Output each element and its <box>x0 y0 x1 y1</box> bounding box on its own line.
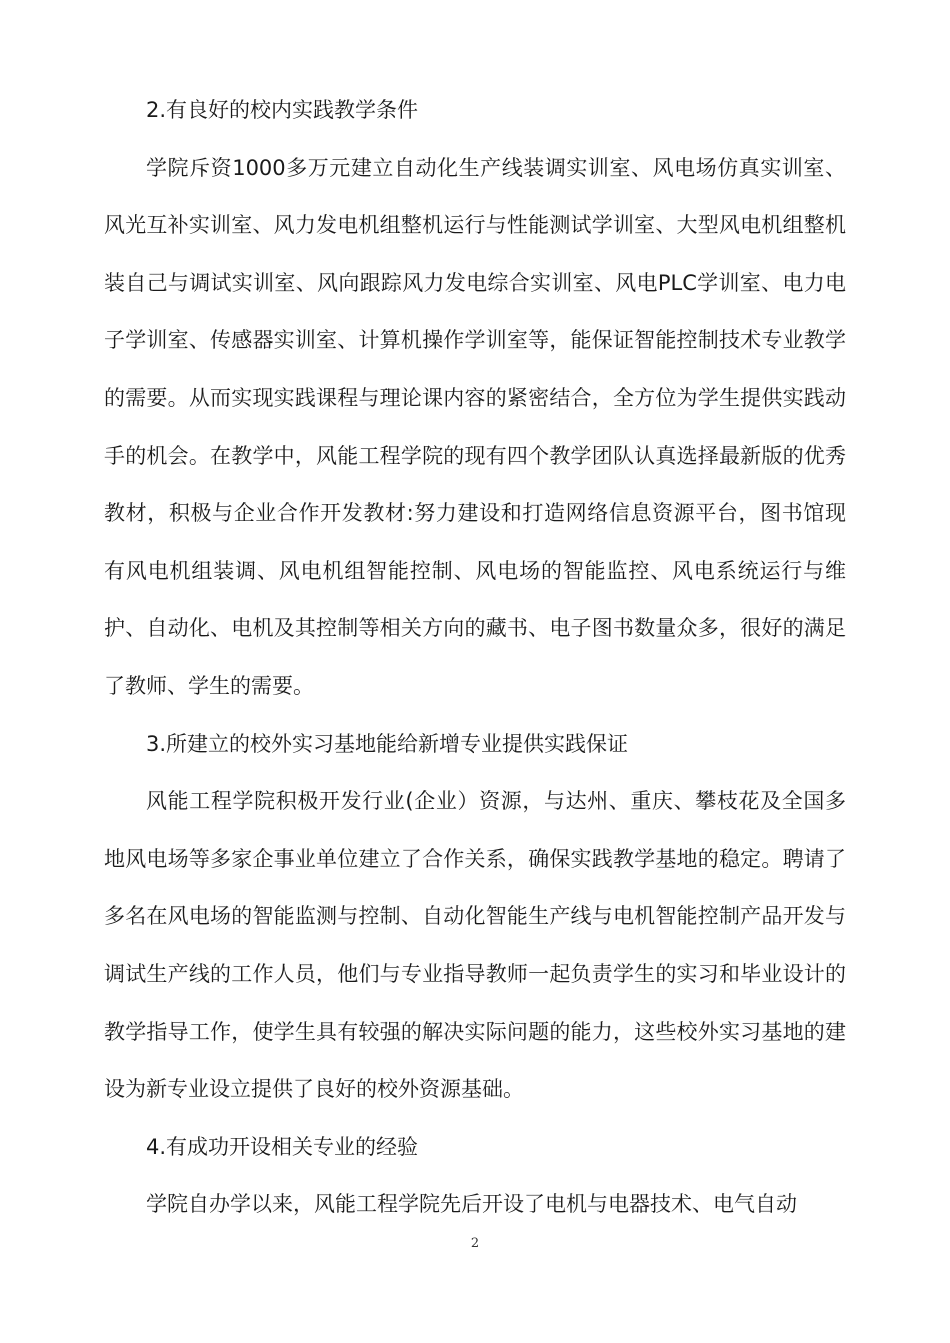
section-3-heading: 3.所建立的校外实习基地能给新增专业提供实践保证 <box>146 731 629 756</box>
section-3-paragraph: 风能工程学院积极开发行业(企业）资源，与达州、重庆、攀枝花及全国多地风电场等多家企事业单位建立了合作关系，确保实践教学基地的稳定。聘请了多名在风电场的智能监测与控制、自动化智能生产线与电机智能控制产品开发与调试生产线的工作人员，他们与专业指导教师一起负责学生的实习和毕业设计的教学指导工作，使学生具有较强的解决实际问题的能力，这些校外实习基地的建设为新专业设立提供了良好的校外资源基础。 <box>104 789 846 1102</box>
section-2-heading: 2.有良好的校内实践教学条件 <box>146 98 419 122</box>
section-4-paragraph: 学院自办学以来，风能工程学院先后开设了电机与电器技术、电气自动 <box>146 1192 797 1217</box>
section-4-heading: 4.有成功开设相关专业的经验 <box>146 1134 419 1159</box>
section-2-paragraph: 学院斥资1000多万元建立自动化生产线装调实训室、风电场仿真实训室、风光互补实训室、风力发电机组整机运行与性能测试学训室、大型风电机组整机装自己与调试实训室、风向跟踪风力发电综合实训室、风电PLC学训室、电力电子学训室、传感器实训室、计算机操作学训室等，能保证智能控制技术专业教学的需要。从而实现实践课程与理论课内容的紧密结合，全方位为学生提供实践动手的机会。在教学中，风能工程学院的现有四个教学团队认真选择最新版的优秀教材，积极与企业合作开发教材:努力建设和打造网络信息资源平台，图书馆现有风电机组装调、风电机组智能控制、风电场的智能监控、风电系统运行与维护、自动化、电机及其控制等相关方向的藏书、电子图书数量众多，很好的满足了教师、学生的需要。 <box>104 155 846 698</box>
document-body <box>104 82 846 1234</box>
page-number: 2 <box>470 1236 480 1251</box>
